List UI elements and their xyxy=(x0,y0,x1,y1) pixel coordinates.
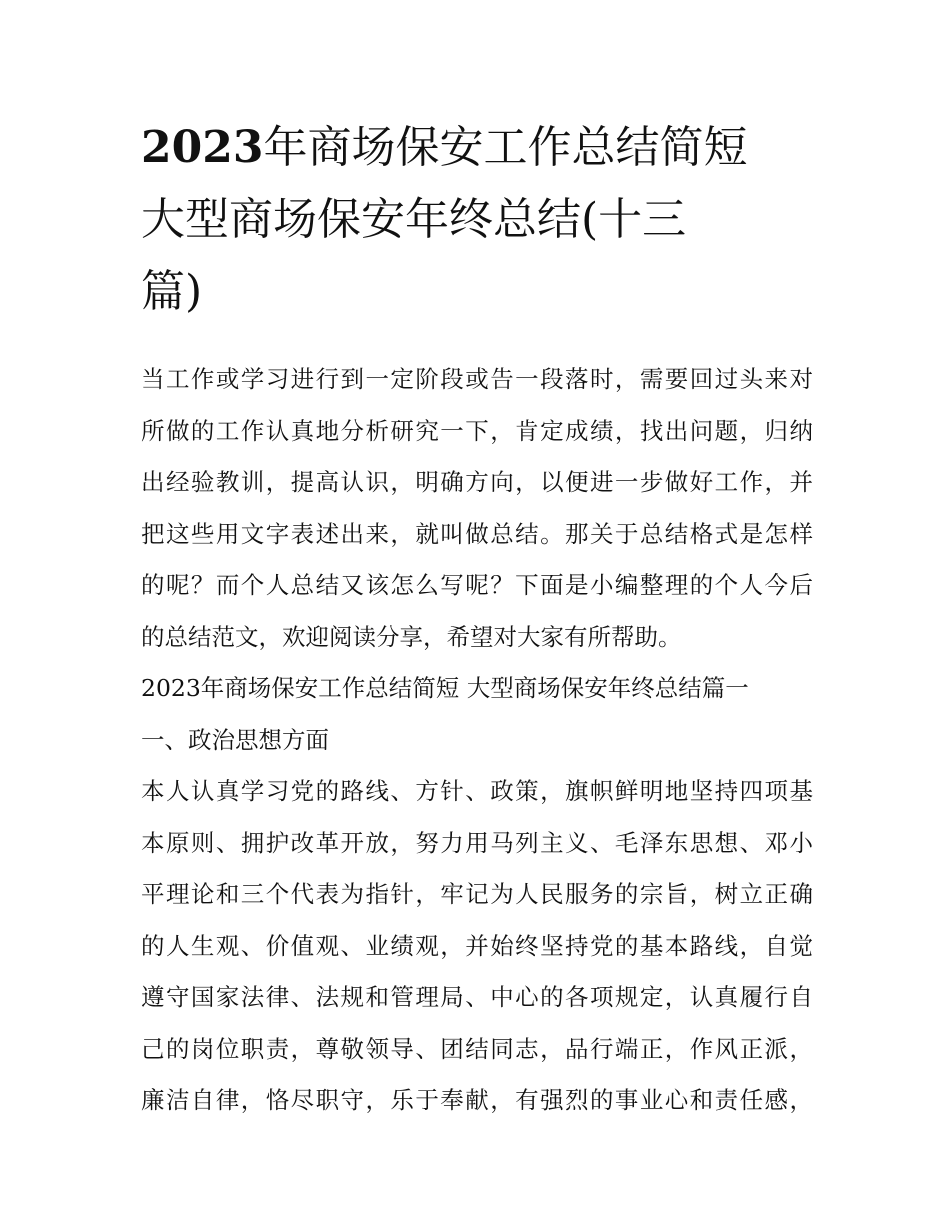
document-title xyxy=(141,112,813,328)
body-line: 的人生观、价值观、业绩观，并始终坚持党的基本路线，自觉 xyxy=(141,931,813,960)
title-line-3: 篇) xyxy=(141,266,203,317)
intro-line: 所做的工作认真地分析研究一下，肯定成绩，找出问题，归纳 xyxy=(141,416,813,445)
body-line: 本人认真学习党的路线、方针、政策，旗帜鲜明地坚持四项基 xyxy=(141,777,813,805)
section-heading: 2023年商场保安工作总结简短 大型商场保安年终总结篇一 xyxy=(141,674,749,702)
body-line: 平理论和三个代表为指针，牢记为人民服务的宗旨，树立正确 xyxy=(141,880,813,908)
sub-heading: 一、政治思想方面 xyxy=(141,725,329,754)
document-content xyxy=(141,112,813,1127)
intro-line: 出经验教训，提高认识，明确方向，以便进一步做好工作，并 xyxy=(141,468,813,496)
body-line: 遵守国家法律、法规和管理局、中心的各项规定，认真履行自 xyxy=(141,983,813,1011)
body-line: 廉洁自律，恪尽职守，乐于奉献，有强烈的事业心和责任感， xyxy=(141,1086,813,1114)
body-line: 本原则、拥护改革开放，努力用马列主义、毛泽东思想、邓小 xyxy=(141,828,813,857)
body-line: 己的岗位职责，尊敬领导、团结同志，品行端正，作风正派， xyxy=(141,1034,813,1063)
title-line-2: 大型商场保安年终总结(十三 xyxy=(141,194,687,245)
intro-line: 的总结范文，欢迎阅读分享，希望对大家有所帮助。 xyxy=(141,622,682,651)
intro-line: 把这些用文字表述出来，就叫做总结。那关于总结格式是怎样 xyxy=(141,519,813,548)
title-year: 2023 xyxy=(141,122,264,173)
title-line-1-text: 年商场保安工作总结简短 xyxy=(263,122,748,173)
document-body xyxy=(141,354,813,1127)
intro-line: 的呢？而个人总结又该怎么写呢？下面是小编整理的个人今后 xyxy=(141,571,813,599)
title-line-1 xyxy=(141,112,813,184)
intro-line: 当工作或学习进行到一定阶段或告一段落时，需要回过头来对 xyxy=(141,365,813,393)
